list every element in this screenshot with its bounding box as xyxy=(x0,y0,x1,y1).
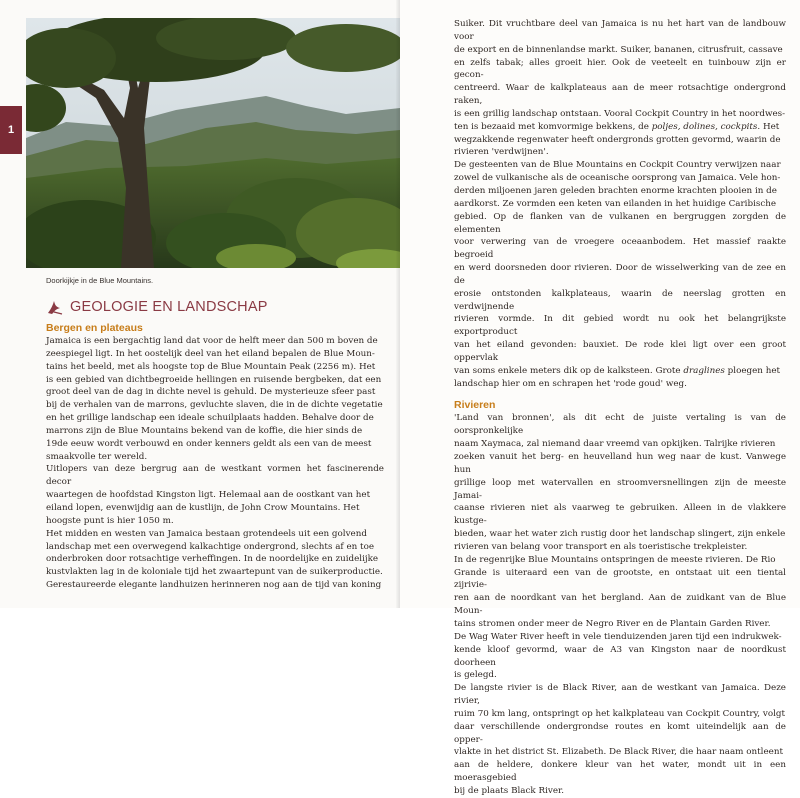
text-line xyxy=(454,121,786,134)
text-fragment: . Het xyxy=(757,121,780,132)
text-line: groot deel van de dag in dichte nevel is gehuld. De mysterieuze sfeer past xyxy=(46,387,376,398)
text-line: naam Xaymaca, zal niemand daar vreemd van opkijken. Talrijke rivieren xyxy=(454,439,776,450)
text-line: De Wag Water River heeft in vele tienduizenden jaren tijd een indrukwek- xyxy=(454,631,782,642)
text-line: wegzakkende regenwater heeft ondergronds grotten gevormd, waarin de xyxy=(454,134,781,145)
text-emphasis: poljes, dolines, cockpits xyxy=(651,121,758,132)
text-emphasis: draglines xyxy=(683,365,725,376)
text-line: daar verschillende ondergrondse routes en komt uiteindelijk aan de opper- xyxy=(454,721,786,745)
text-line: vlakte in het district St. Elizabeth. De Black River, die haar naam ontleent xyxy=(454,747,783,758)
text-line: Het midden en westen van Jamaica bestaan grotendeels uit een golvend xyxy=(46,528,367,539)
text-line: rivieren van belang voor transport en als toeristische trekpleister. xyxy=(454,541,748,552)
hummingbird-icon xyxy=(46,299,64,315)
text-fragment: ten is bezaaid met komvormige bekkens, de xyxy=(454,121,652,132)
subhead-rivieren: Rivieren xyxy=(454,399,496,412)
text-line: voor verwering van de vroegere oceaanbodem. Het massief raakte begroeid xyxy=(454,237,786,261)
landscape-photo xyxy=(26,18,400,268)
text-line: rivieren vormde. In dit gebied wordt nu ook het belangrijkste exportproduct xyxy=(454,314,786,338)
text-line: zowel de vulkanische als de oceanische oorsprong van Jamaica. Vele hon- xyxy=(454,173,781,184)
text-line: zoeken vanuit het berg- en heuvelland hun weg naar de kust. Vanwege hun xyxy=(454,452,786,475)
spacer xyxy=(454,390,786,398)
text-line: erosie ontstonden kalkplateaus, waarin de neerslag grotten en verdwijnende xyxy=(454,288,786,312)
tree-mountain-photo-icon xyxy=(26,18,400,268)
text-line: grillige loop met watervallen en stroomversnellingen zijn de meeste Jamai- xyxy=(454,477,786,501)
text-line: gebied. Op de flanken van de vulkanen en bergruggen zorgden de elementen xyxy=(454,211,786,235)
text-line: hoogste punt is hier 1050 m. xyxy=(46,515,174,526)
text-line: eiland lopen, evenwijdig aan de kustlijn, de John Crow Mountains. Het xyxy=(46,502,360,513)
chapter-tab: 1 xyxy=(0,106,22,154)
text-line: tains het beeld, met als hoogste top de Blue Mountain Peak (2256 m). Het xyxy=(46,361,376,372)
text-line: is een grillig landschap ontstaan. Vooral Cockpit Country in het noordwes- xyxy=(454,108,786,119)
text-line: tains stromen onder meer de Negro River en de Plantain Garden River. xyxy=(454,618,771,629)
text-line: Uitlopers van deze bergrug aan de westkant vormen het fascinerende decor xyxy=(46,464,384,488)
text-line: Jamaica is een bergachtig land dat voor de helft meer dan 500 m boven de xyxy=(46,336,378,346)
text-line: bieden, waar het water zich rustig door het landschap slingert, zijn enkele xyxy=(454,529,786,540)
text-line: zeespiegel ligt. In het oostelijk deel van het eiland bepalen de Blue Moun- xyxy=(46,348,375,359)
text-line: en werd doorsneden door rivieren. Door de wisselwerking van de zee en de xyxy=(454,263,786,286)
subhead-bergen: Bergen en plateaus xyxy=(46,322,143,334)
text-fragment: van soms enkele meters dik op de kalksteen. Grote xyxy=(454,365,684,376)
text-line: is een gebied van dichtbegroeide hellingen en ruisende bergbeken, dat een xyxy=(46,374,382,385)
text-line: landschap hier om en schrapen het 'rode goud' weg. xyxy=(454,378,687,389)
text-line: de export en de binnenlandse markt. Suiker, bananen, citrusfruit, cassave xyxy=(454,44,783,55)
text-line: ruim 70 km lang, ontspringt op het kalkplateau van Cockpit Country, volgt xyxy=(454,708,786,719)
text-line: De langste rivier is de Black River, aan de westkant van Jamaica. Deze rivier, xyxy=(454,683,786,707)
text-fragment: ploegen het xyxy=(724,365,781,376)
text-line: waartegen de hoofdstad Kingston ligt. Helemaal aan de oostkant van het xyxy=(46,490,371,501)
text-line: kustvlakten lag in de koloniale tijd het zwaartepunt van de suikerproductie. xyxy=(46,567,383,578)
text-line: en zelfs tabak; alles groeit hier. Ook de veeteelt en tuinbouw zijn er gecon- xyxy=(454,57,786,81)
text-line: rivieren 'verdwijnen'. xyxy=(454,147,549,158)
photo-caption: Doorkijkje in de Blue Mountains. xyxy=(46,276,154,285)
text-line: en het grillige landschap een ideale schuilplaats hadden. Behalve door de xyxy=(46,413,374,424)
text-line: marrons zijn de Blue Mountains bekend van de koffie, die hier sinds de xyxy=(46,425,363,436)
text-line: aardkorst. Ze vormden een keten van eilanden in het huidige Caribische xyxy=(454,198,777,209)
text-line: Grande is uiteraard een van de grootste, en ontstaat uit een tiental zijrivie- xyxy=(454,567,786,591)
text-line: bij de verhalen van de marrons, gevluchte slaven, die in de dichte vegetatie xyxy=(46,400,383,411)
text-line: van het eiland gevonden: bauxiet. De rode klei ligt over een groot oppervlak xyxy=(454,340,786,363)
left-column xyxy=(46,321,384,592)
left-body xyxy=(46,335,384,592)
text-line: landschap met een overwegend kalkachtige ondergrond, slechts af en toe xyxy=(46,541,375,552)
section-heading xyxy=(46,297,386,317)
text-line: smaakvolle ter wereld. xyxy=(46,451,148,462)
text-line: caanse rivieren niet als vaarweg te gebruiken. Alleen in de vlakkere kustge- xyxy=(454,503,786,527)
text-line: derden miljoenen jaren geleden brachten enorme krachten plooien in de xyxy=(454,185,777,196)
left-page xyxy=(0,0,400,608)
text-line: onderbroken door rotsachtige verheffingen. In de noordelijke en zuidelijke xyxy=(46,554,379,565)
text-line: aan de heldere, donkere kleur van het water, mondt uit in een moerasgebied xyxy=(454,760,786,784)
text-line: is gelegd. xyxy=(454,670,497,681)
text-line xyxy=(454,365,786,378)
section-title: GEOLOGIE EN LANDSCHAP xyxy=(70,299,268,315)
text-line: Suiker. Dit vruchtbare deel van Jamaica is nu het hart van de landbouw voor xyxy=(454,19,786,42)
text-line: In de regenrijke Blue Mountains ontspringen de meeste rivieren. De Rio xyxy=(454,554,776,565)
text-line: 'Land van bronnen', als dit echt de juiste vertaling is van de oorspronkelijke xyxy=(454,413,786,437)
text-line: centreerd. Waar de kalkplateaus aan de meer rotsachtige ondergrond raken, xyxy=(454,83,786,107)
text-line: 19de eeuw wordt verbouwd en onder kenners geldt als een van de meest xyxy=(46,438,372,449)
right-column xyxy=(454,18,786,798)
text-line: bij de plaats Black River. xyxy=(454,785,565,796)
text-line: De gesteenten van de Blue Mountains en Cockpit Country verwijzen naar xyxy=(454,160,781,171)
text-line: ren aan de noordkant van het bergland. Aan de zuidkant van de Blue Moun- xyxy=(454,593,786,617)
text-line: kende kloof gevormd, waar de A3 van Kingston naar de noordkust doorheen xyxy=(454,644,786,668)
text-line: Gerestaureerde elegante landhuizen herinneren nog aan de tijd van koning xyxy=(46,580,382,591)
